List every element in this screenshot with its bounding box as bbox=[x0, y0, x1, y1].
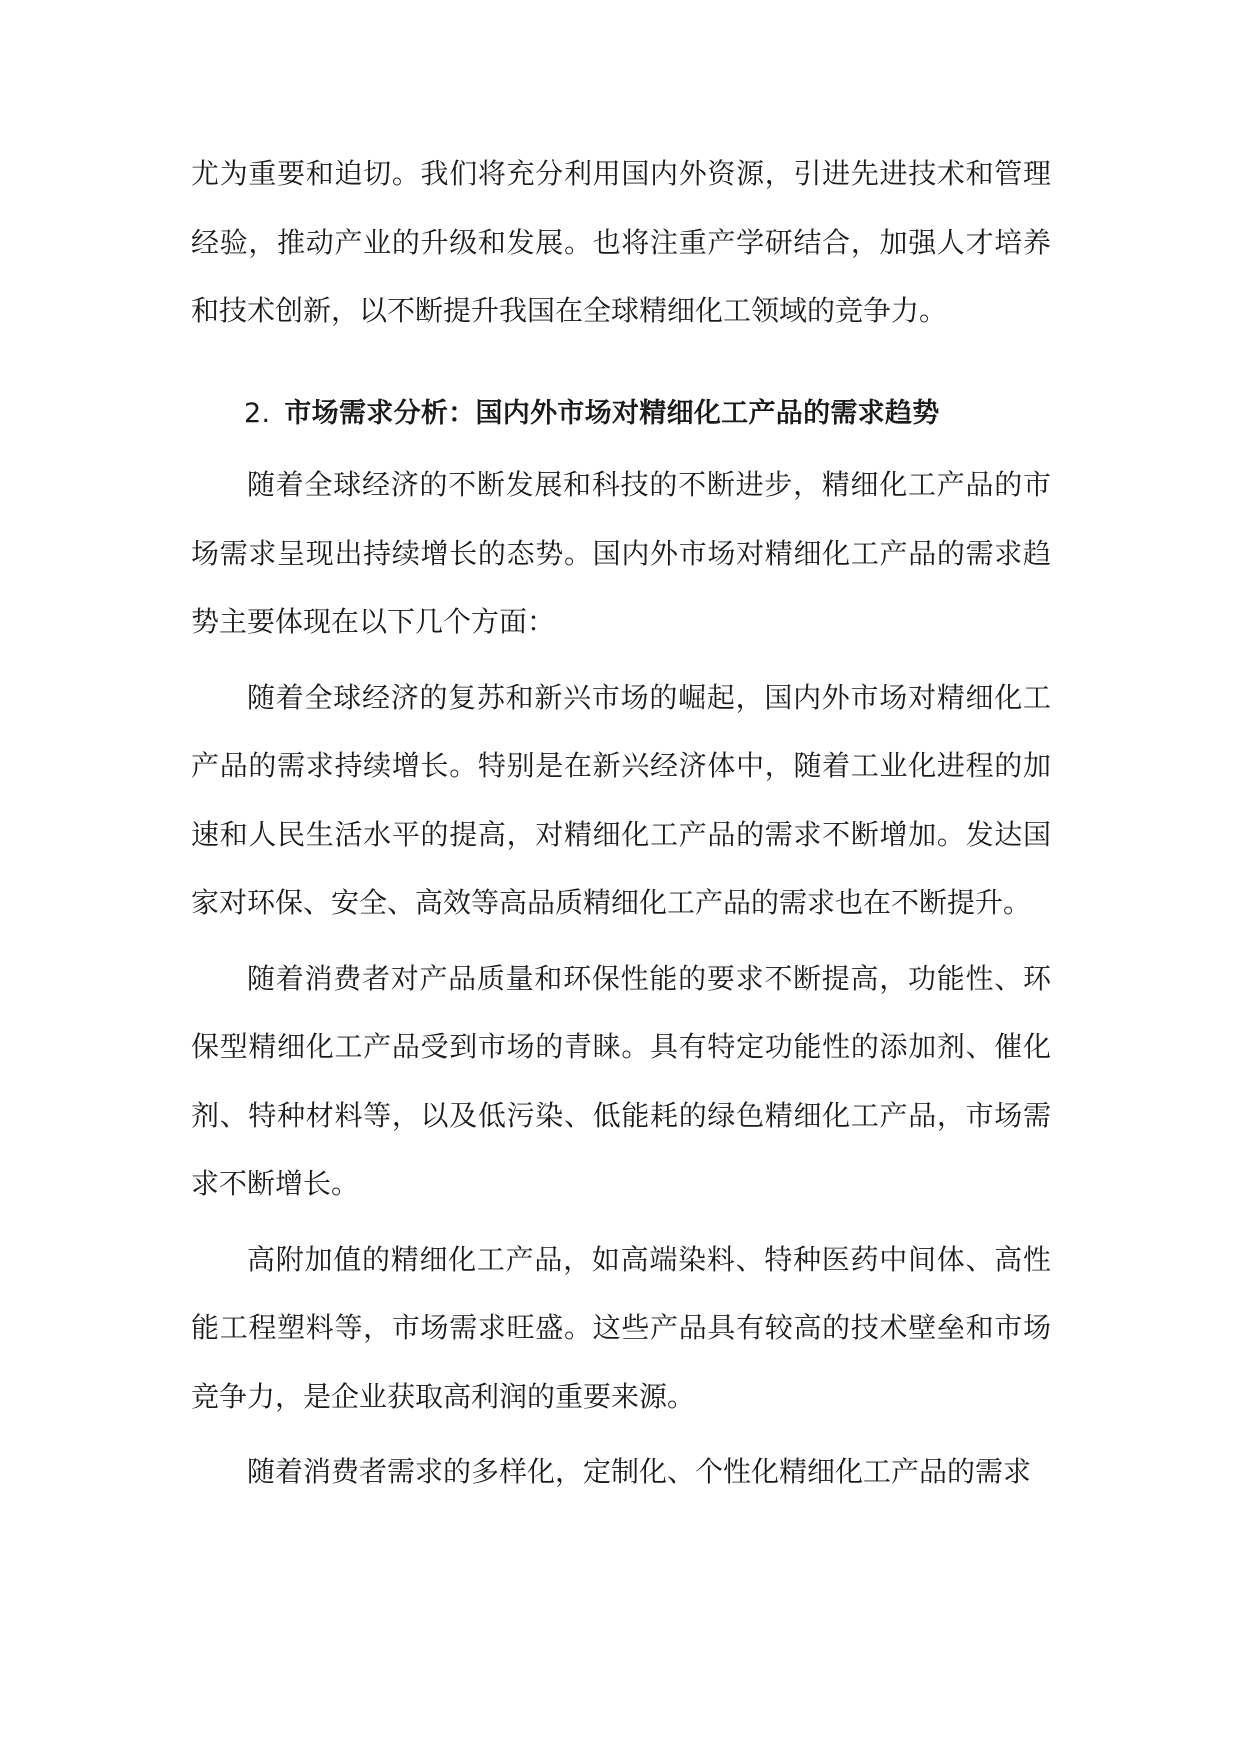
section-number: 2. bbox=[244, 397, 271, 429]
paragraph: 高附加值的精细化工产品，如高端染料、特种医药中间体、高性能工程塑料等，市场需求旺盛。这些产品具有较高的技术壁垒和市场竞争力，是企业获取高利润的重要来源。 bbox=[191, 1242, 1051, 1413]
paragraph: 随着消费者对产品质量和环保性能的要求不断提高，功能性、环保型精细化工产品受到市场的青睐。具有特定功能性的添加剂、催化剂、特种材料等，以及低污染、低能耗的绿色精细化工产品，市场需求不断增长。 bbox=[191, 961, 1051, 1200]
section-title: 市场需求分析：国内外市场对精细化工产品的需求趋势 bbox=[284, 397, 940, 429]
document-body bbox=[191, 140, 1051, 1514]
section-heading bbox=[191, 380, 1051, 449]
paragraph: 随着消费者需求的多样化，定制化、个性化精细化工产品的需求 bbox=[247, 1455, 1032, 1488]
paragraph: 随着全球经济的不断发展和科技的不断进步，精细化工产品的市场需求呈现出持续增长的态势。国内外市场对精细化工产品的需求趋势主要体现在以下几个方面： bbox=[191, 468, 1051, 638]
continuation-paragraph: 尤为重要和迫切。我们将充分利用国内外资源，引进先进技术和管理经验，推动产业的升级和发展。也将注重产学研结合，加强人才培养和技术创新，以不断提升我国在全球精细化工领域的竞争力。 bbox=[191, 157, 1051, 327]
paragraph: 随着全球经济的复苏和新兴市场的崛起，国内外市场对精细化工产品的需求持续增长。特别是在新兴经济体中，随着工业化进程的加速和人民生活水平的提高，对精细化工产品的需求不断增加。发达国家对环保、安全、高效等高品质精细化工产品的需求也在不断提升。 bbox=[191, 680, 1051, 919]
